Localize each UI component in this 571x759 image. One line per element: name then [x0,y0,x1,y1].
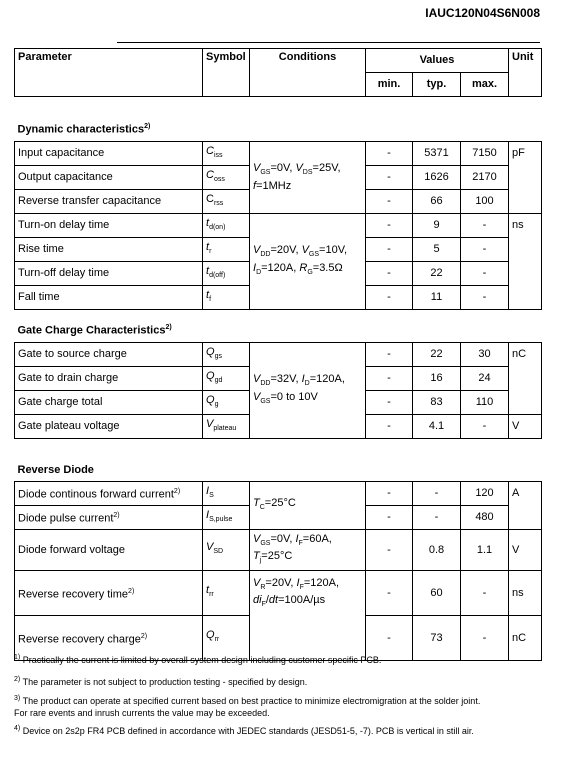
symbol [203,190,250,214]
conditions-forward-voltage [250,530,366,571]
table-row [15,571,542,616]
cond-sub: GS [260,169,271,177]
symbol-letter: t [206,216,210,229]
param-text: Reverse recovery time [18,588,129,601]
value-typ: 5371 [413,142,461,166]
header-typ: typ. [413,73,461,97]
symbol-sub: r [209,248,212,256]
cond-sym: I [295,532,299,545]
value-min: - [366,530,413,571]
value-min: - [366,415,413,439]
section-footnote-ref: 2) [165,324,172,332]
symbol [203,238,250,262]
param-name [15,571,203,616]
section-footnote-ref: 2) [144,123,151,131]
symbol-letter: t [206,288,210,301]
cond-sym: di [253,594,262,607]
symbol [203,482,250,506]
value-max: - [461,286,509,310]
value-min: - [366,571,413,616]
symbol-letter: V [206,417,214,430]
symbol-letter: C [206,168,214,181]
param-name: Input capacitance [15,142,203,166]
conditions-capacitance [250,142,366,214]
conditions-gate-charge [250,343,366,439]
footnote-ref: 2) [173,488,181,496]
value-typ: 5 [413,238,461,262]
param-name: Fall time [15,286,203,310]
value-typ: 0.8 [413,530,461,571]
value-max: 1.1 [461,530,509,571]
value-min: - [366,616,413,661]
conditions-reverse-recovery [250,571,366,661]
symbol [203,286,250,310]
symbol-sub: S,pulse [209,516,233,524]
footnote-text: The parameter is not subject to production testing - specified by design. [20,677,308,687]
document-title: IAUC120N04S6N008 [425,6,540,20]
header-values: Values [366,49,509,73]
conditions-switching [250,214,366,310]
section-gate-charge [15,310,542,343]
symbol [203,391,250,415]
symbol-letter: C [206,192,214,205]
symbol [203,571,250,616]
table-row [15,482,542,506]
symbol-letter: t [206,240,210,253]
value-max: 110 [461,391,509,415]
cond-text: =120A, [309,373,345,386]
header-unit: Unit [509,49,542,97]
cond-sym: V [253,532,261,545]
cond-sub: R [260,584,266,592]
value-min: - [366,214,413,238]
value-typ: 22 [413,343,461,367]
cond-sub: D [304,380,310,388]
symbol-sub: d(off) [209,272,226,280]
param-name [15,506,203,530]
value-max: 2170 [461,166,509,190]
cond-sym: V [253,162,261,175]
table-row [15,142,542,166]
cond-sym: I [301,373,305,386]
cond-sub: C [259,504,265,512]
cond-sym: V [253,373,261,386]
param-name: Turn-off delay time [15,262,203,286]
cond-sym: T [253,496,260,509]
cond-sym: V [253,390,261,403]
cond-sub: F [299,584,304,592]
footnote-text: For rare events and inrush currents the value may be exceeded. [14,708,270,718]
symbol-sub: gd [214,377,223,385]
cond-sub: F [261,601,266,609]
cond-sym: T [253,550,260,562]
symbol-letter: V [206,541,214,554]
footnote-text: Practically the current is limited by overall system design including customer specific PCB. [20,655,382,665]
param-name: Turn-on delay time [15,214,203,238]
value-min: - [366,391,413,415]
symbol-letter: Q [206,345,215,358]
cond-sub: D [256,268,262,276]
unit: ns [509,571,542,616]
symbol-letter: Q [206,369,215,382]
value-max: - [461,571,509,616]
cond-text: =10V, [319,244,348,257]
footnote-text: Device on 2s2p FR4 PCB defined in accordance with JEDEC standards (JESD51-5, -7). PCB is vertical in still air. [20,726,474,736]
symbol-sub: rr [209,591,214,599]
param-text: Reverse recovery charge [18,633,141,646]
cond-sub: DD [260,251,271,259]
cond-sym: f [253,179,257,192]
cond-sym: R [299,261,308,274]
value-min: - [366,482,413,506]
title-rule [117,42,540,43]
param-name: Rise time [15,238,203,262]
value-max: - [461,616,509,661]
cond-text: =100A/µs [278,594,326,607]
footnote-ref: 2) [140,632,148,640]
value-max: 7150 [461,142,509,166]
value-typ: 11 [413,286,461,310]
unit [509,506,542,530]
table-header-row [15,49,542,73]
value-typ: 66 [413,190,461,214]
footnote-number: 4) [14,725,21,732]
cond-sub: GS [260,540,271,547]
footnote [14,652,544,666]
symbol [203,530,250,571]
cond-sub: DS [302,169,313,177]
value-min: - [366,238,413,262]
value-typ: - [413,482,461,506]
param-text: Diode pulse current [18,512,114,525]
footnote-ref: 2) [128,587,135,595]
symbol [203,415,250,439]
cond-text: =20V, [270,244,302,257]
footnote-ref: 2) [113,512,120,520]
value-max: 480 [461,506,509,530]
footnote [14,723,544,737]
cond-sym: V [295,162,303,175]
conditions-diode [250,482,366,530]
value-min: - [366,286,413,310]
symbol-letter: C [206,144,214,157]
symbol [203,262,250,286]
value-max: - [461,415,509,439]
footnote [14,674,544,688]
value-min: - [366,506,413,530]
symbol-sub: plateau [213,425,237,433]
param-name: Diode forward voltage [15,530,203,571]
header-max: max. [461,73,509,97]
symbol-sub: S [209,492,214,500]
value-max: - [461,214,509,238]
value-min: - [366,367,413,391]
section-title: Gate Charge Characteristics [17,325,166,337]
section-reverse-diode [15,439,542,482]
symbol [203,343,250,367]
param-name: Reverse transfer capacitance [15,190,203,214]
param-name: Output capacitance [15,166,203,190]
unit: ns [509,214,542,238]
unit: A [509,482,542,506]
value-min: - [366,166,413,190]
symbol [203,166,250,190]
cond-sub: F [298,540,303,547]
unit [509,262,542,286]
value-typ: 22 [413,262,461,286]
section-dynamic [15,97,542,142]
param-name: Gate to source charge [15,343,203,367]
unit: nC [509,343,542,367]
value-min: - [366,142,413,166]
symbol [203,142,250,166]
footnote-text: The product can operate at specified current based on best practice to minimize electromigration at the solder joint. [20,696,481,706]
symbol-letter: Q [206,629,215,642]
header-symbol: Symbol [203,49,250,97]
symbol-sub: gs [214,353,222,361]
footnote-number: 1) [14,654,21,661]
cond-sub: GS [260,397,271,405]
value-typ: 60 [413,571,461,616]
param-name: Gate charge total [15,391,203,415]
footnote [14,693,544,719]
symbol-letter: Q [206,393,215,406]
cond-sub: DD [260,380,271,388]
param-name: Gate to drain charge [15,367,203,391]
unit [509,166,542,190]
unit [509,238,542,262]
header-min: min. [366,73,413,97]
cond-text: =60A, [302,532,332,545]
symbol-letter: t [206,264,210,277]
value-typ: 73 [413,616,461,661]
cond-sym: dt [268,594,279,607]
symbol-sub: d(on) [209,224,226,232]
footnote-number: 3) [14,695,21,702]
value-typ: 4.1 [413,415,461,439]
cond-text: / [265,594,269,607]
cond-sym: V [253,244,261,257]
section-title: Dynamic characteristics [17,124,145,136]
cond-text: =0V, [270,532,296,545]
footnote-number: 2) [14,676,21,683]
value-max: 120 [461,482,509,506]
symbol-letter: I [206,484,210,497]
cond-text: =0 to 10V [270,390,318,403]
unit [509,367,542,391]
header-conditions: Conditions [250,49,366,97]
value-max: - [461,238,509,262]
symbol-sub: oss [213,176,225,184]
unit: V [509,415,542,439]
value-max: 100 [461,190,509,214]
unit: nC [509,616,542,661]
symbol-sub: rr [214,636,220,644]
value-min: - [366,190,413,214]
cond-sub: j [259,557,262,565]
header-parameter: Parameter [15,49,203,97]
cond-text: =25°C [261,550,293,562]
unit [509,391,542,415]
value-max: 30 [461,343,509,367]
table-row [15,214,542,238]
cond-sub: GS [308,251,320,259]
unit [509,190,542,214]
cond-text: =120A, [261,261,300,274]
param-text: Diode continous forward current [18,488,174,501]
cond-text: =120A, [303,577,340,589]
symbol [203,506,250,530]
cond-text: =32V, [270,373,302,386]
param-name: Gate plateau voltage [15,415,203,439]
cond-sym: I [296,577,300,589]
value-typ: 83 [413,391,461,415]
unit [509,286,542,310]
cond-text: =1MHz [256,179,292,192]
value-typ: 9 [413,214,461,238]
symbol-sub: iss [213,152,223,160]
symbol [203,214,250,238]
symbol-letter: I [206,508,210,521]
unit: pF [509,142,542,166]
cond-sym: V [253,577,261,589]
table-row [15,343,542,367]
cond-text: =20V, [265,577,297,589]
characteristics-table [14,48,542,661]
symbol-sub: f [209,296,212,304]
symbol-sub: SD [213,548,224,556]
section-title: Reverse Diode [15,439,542,482]
symbol-letter: t [206,584,210,597]
cond-text: =25V, [312,162,341,175]
cond-sub: G [307,268,313,276]
value-max: 24 [461,367,509,391]
value-min: - [366,343,413,367]
value-typ: - [413,506,461,530]
symbol-sub: rss [213,200,224,208]
cond-sym: V [301,244,309,257]
symbol [203,367,250,391]
cond-sym: I [253,261,257,274]
table-row [15,530,542,571]
symbol-sub: g [214,401,219,409]
value-max: - [461,262,509,286]
cond-text: =0V, [270,162,296,175]
cond-text: =25°C [264,496,296,509]
cond-text: =3.5Ω [312,261,343,274]
value-typ: 1626 [413,166,461,190]
value-typ: 16 [413,367,461,391]
unit: V [509,530,542,571]
value-min: - [366,262,413,286]
param-name [15,482,203,506]
